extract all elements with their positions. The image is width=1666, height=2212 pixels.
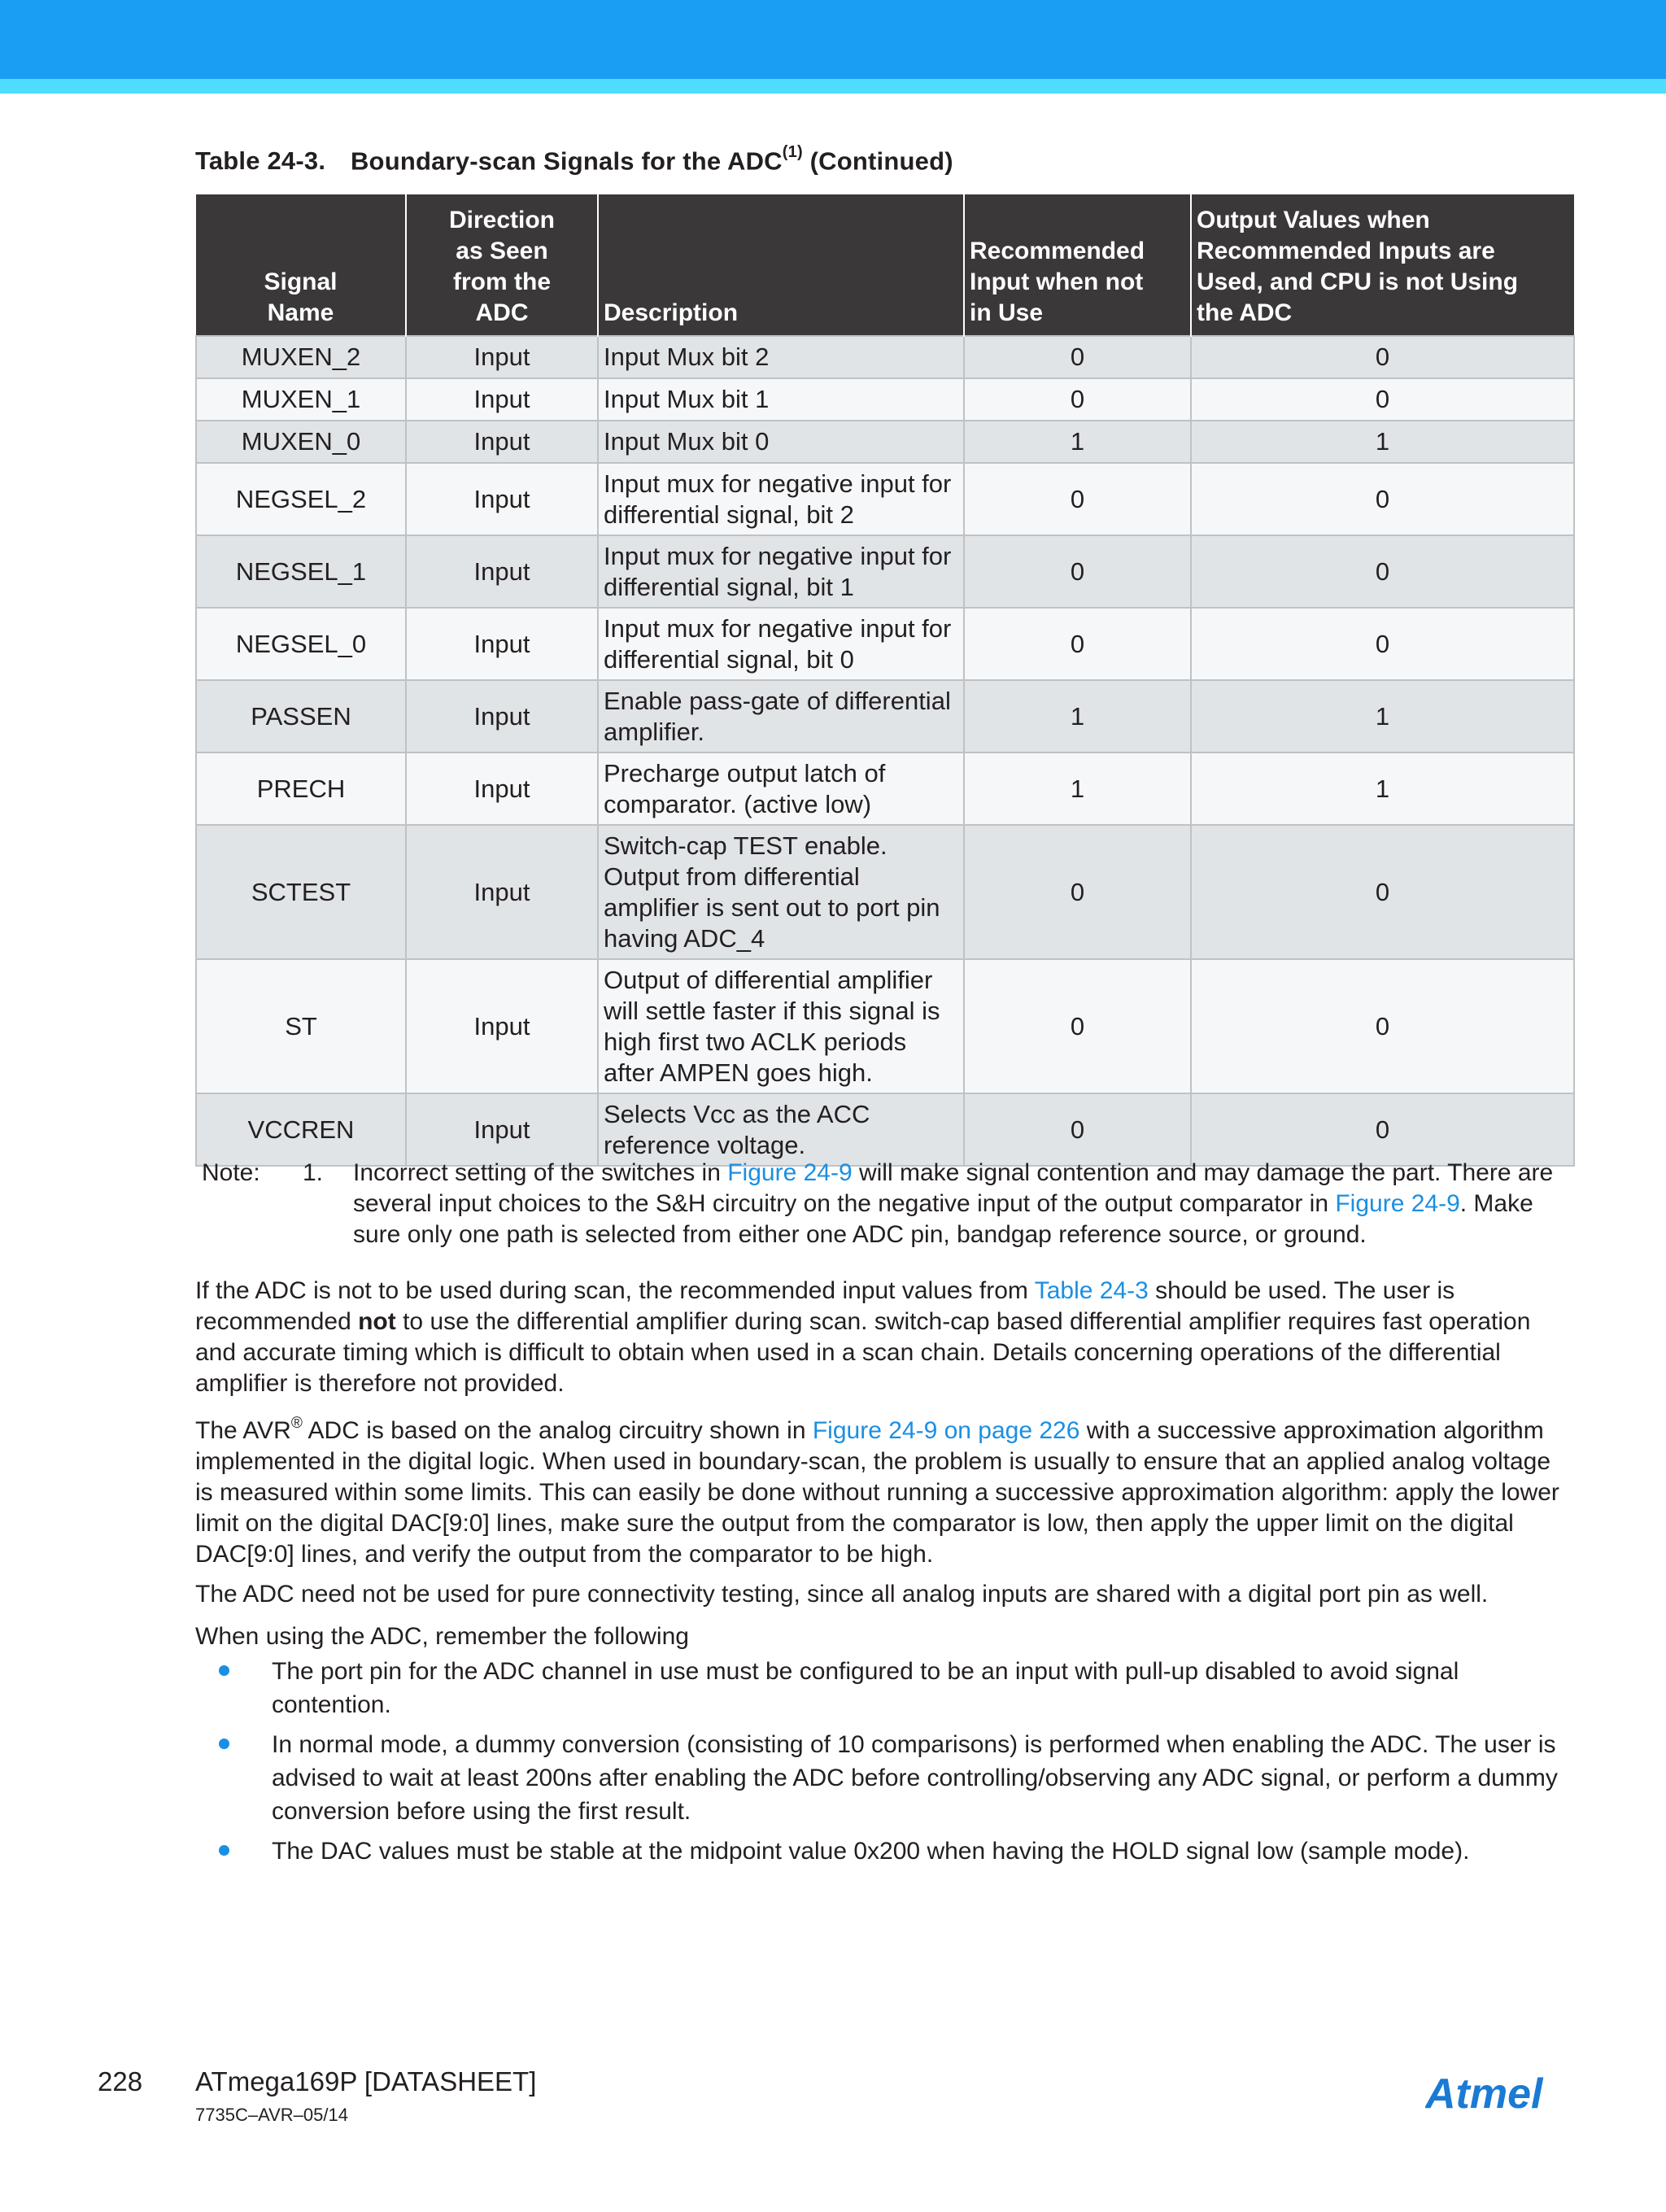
cell-signal-name: SCTEST	[196, 825, 406, 959]
table-row	[196, 680, 1574, 753]
cell-signal-name: MUXEN_2	[196, 336, 406, 378]
cell-direction: Input	[406, 378, 598, 421]
note-text: Incorrect setting of the switches in Figure 24-9 will make signal contention and may damage the part. There are several input choices to the S&H circuitry on the negative input of the output comparator in Figure 24-9. Make sure only one path is selected from either one ADC pin, bandgap reference source, or ground.	[353, 1159, 1554, 1248]
cell-signal-name: NEGSEL_2	[196, 463, 406, 535]
cell-signal-name: VCCREN	[196, 1093, 406, 1166]
cell-signal-name: NEGSEL_0	[196, 608, 406, 680]
cell-output: 1	[1191, 680, 1574, 753]
cell-description: Switch-cap TEST enable. Output from differential amplifier is sent out to port pin having ADC_4	[598, 825, 964, 959]
table-row	[196, 463, 1574, 535]
cell-recommended: 0	[964, 608, 1191, 680]
header-direction: Direction as Seen from the ADC	[406, 194, 598, 336]
table-caption-number: Table 24-3.	[195, 146, 326, 176]
cell-direction: Input	[406, 825, 598, 959]
cell-recommended: 0	[964, 535, 1191, 608]
list-item: In normal mode, a dummy conversion (consisting of 10 comparisons) is performed when enabling the ADC. The user is advised to wait at least 200ns after enabling the ADC before controlling/observing any ADC signal, or perform a dummy conversion before using the first result.	[195, 1728, 1570, 1828]
header-band	[0, 0, 1666, 79]
table-row	[196, 608, 1574, 680]
cell-description: Input Mux bit 1	[598, 378, 964, 421]
table-row	[196, 959, 1574, 1093]
boundary-scan-table	[195, 194, 1575, 1167]
cell-signal-name: PRECH	[196, 753, 406, 825]
table-link[interactable]: Table 24-3	[1034, 1277, 1149, 1304]
table-row	[196, 753, 1574, 825]
table-header-row	[196, 194, 1574, 336]
figure-page-link[interactable]: Figure 24-9 on page 226	[812, 1417, 1080, 1444]
cell-direction: Input	[406, 463, 598, 535]
cell-description: Input mux for negative input for differential signal, bit 0	[598, 608, 964, 680]
cell-recommended: 0	[964, 1093, 1191, 1166]
header-description: Description	[598, 194, 964, 336]
cell-output: 0	[1191, 1093, 1574, 1166]
cell-output: 1	[1191, 753, 1574, 825]
cell-recommended: 1	[964, 421, 1191, 463]
cell-direction: Input	[406, 421, 598, 463]
table-caption	[195, 143, 953, 176]
cell-recommended: 1	[964, 753, 1191, 825]
bullet-dot-icon	[219, 1665, 229, 1676]
note-number: 1.	[303, 1159, 324, 1186]
cell-description: Output of differential amplifier will settle faster if this signal is high first two ACLK periods after AMPEN goes high.	[598, 959, 964, 1093]
cell-signal-name: MUXEN_1	[196, 378, 406, 421]
table-row	[196, 1093, 1574, 1166]
cell-signal-name: PASSEN	[196, 680, 406, 753]
cell-recommended: 0	[964, 463, 1191, 535]
header-recommended-input: Recommended Input when not in Use	[964, 194, 1191, 336]
paragraph-remember: When using the ADC, remember the following	[195, 1623, 689, 1650]
cell-recommended: 0	[964, 959, 1191, 1093]
header-stripe	[0, 79, 1666, 94]
cell-output: 0	[1191, 825, 1574, 959]
figure-link[interactable]: Figure 24-9	[1335, 1190, 1460, 1217]
cell-direction: Input	[406, 535, 598, 608]
cell-direction: Input	[406, 680, 598, 753]
cell-description: Precharge output latch of comparator. (active low)	[598, 753, 964, 825]
table-row	[196, 421, 1574, 463]
logo-text: Atmel	[1425, 2070, 1543, 2118]
cell-output: 0	[1191, 463, 1574, 535]
cell-description: Input Mux bit 2	[598, 336, 964, 378]
table-caption-footnote[interactable]: (1)	[782, 143, 803, 161]
table-caption-suffix: (Continued)	[809, 146, 953, 176]
cell-output: 0	[1191, 535, 1574, 608]
cell-output: 0	[1191, 959, 1574, 1093]
cell-direction: Input	[406, 959, 598, 1093]
cell-description: Input Mux bit 0	[598, 421, 964, 463]
cell-signal-name: MUXEN_0	[196, 421, 406, 463]
document-title: ATmega169P [DATASHEET]	[195, 2066, 537, 2096]
document-revision: 7735C–AVR–05/14	[195, 2105, 348, 2125]
cell-recommended: 1	[964, 680, 1191, 753]
atmel-logo	[1425, 2070, 1572, 2123]
table-row	[196, 535, 1574, 608]
cell-direction: Input	[406, 753, 598, 825]
header-output-values: Output Values when Recommended Inputs are Used, and CPU is not Using the ADC	[1191, 194, 1574, 336]
cell-recommended: 0	[964, 825, 1191, 959]
cell-description: Input mux for negative input for differential signal, bit 1	[598, 535, 964, 608]
cell-output: 0	[1191, 336, 1574, 378]
list-item: The DAC values must be stable at the midpoint value 0x200 when having the HOLD signal low (sample mode).	[195, 1835, 1570, 1868]
paragraph-connectivity: The ADC need not be used for pure connectivity testing, since all analog inputs are shared with a digital port pin as well.	[195, 1581, 1489, 1608]
page-number: 228	[98, 2066, 143, 2096]
paragraph-adc-scan: If the ADC is not to be used during scan, the recommended input values from Table 24-3 should be used. The user is recommended not to use the differential amplifier during scan. switch-cap based differential amplifier requires fast operation and accurate timing which is difficult to obtain when used in a scan chain. Details concerning operations of the differential amplifier is therefore not provided.	[195, 1277, 1531, 1397]
bullet-dot-icon	[219, 1845, 229, 1856]
header-signal-name: Signal Name	[196, 194, 406, 336]
cell-direction: Input	[406, 1093, 598, 1166]
figure-link[interactable]: Figure 24-9	[727, 1159, 853, 1186]
cell-output: 0	[1191, 378, 1574, 421]
atmel-logo-icon	[1425, 2070, 1572, 2119]
cell-recommended: 0	[964, 336, 1191, 378]
cell-signal-name: ST	[196, 959, 406, 1093]
cell-description: Selects Vcc as the ACC reference voltage.	[598, 1093, 964, 1166]
table-row	[196, 378, 1574, 421]
cell-direction: Input	[406, 608, 598, 680]
cell-output: 1	[1191, 421, 1574, 463]
cell-description: Input mux for negative input for differential signal, bit 2	[598, 463, 964, 535]
table-caption-title: Boundary-scan Signals for the ADC	[350, 146, 783, 176]
cell-signal-name: NEGSEL_1	[196, 535, 406, 608]
paragraph-avr-adc: The AVR® ADC is based on the analog circuitry shown in Figure 24-9 on page 226 with a successive approximation algorithm implemented in the digital logic. When used in boundary-scan, the problem is usually to ensure that an applied analog voltage is measured within some limits. This can easily be done without running a successive approximation algorithm: apply the lower limit on the digital DAC[9:0] lines, make sure the output from the comparator is low, then apply the upper limit on the digital DAC[9:0] lines, and verify the output from the comparator to be high.	[195, 1415, 1559, 1568]
cell-output: 0	[1191, 608, 1574, 680]
cell-description: Enable pass-gate of differential amplifier.	[598, 680, 964, 753]
cell-recommended: 0	[964, 378, 1191, 421]
cell-direction: Input	[406, 336, 598, 378]
table-row	[196, 336, 1574, 378]
bullet-dot-icon	[219, 1739, 229, 1749]
list-item: The port pin for the ADC channel in use must be configured to be an input with pull-up disabled to avoid signal contention.	[195, 1655, 1570, 1721]
table-row	[196, 825, 1574, 959]
bullet-list	[195, 1655, 1570, 1874]
note-label: Note:	[202, 1159, 260, 1186]
